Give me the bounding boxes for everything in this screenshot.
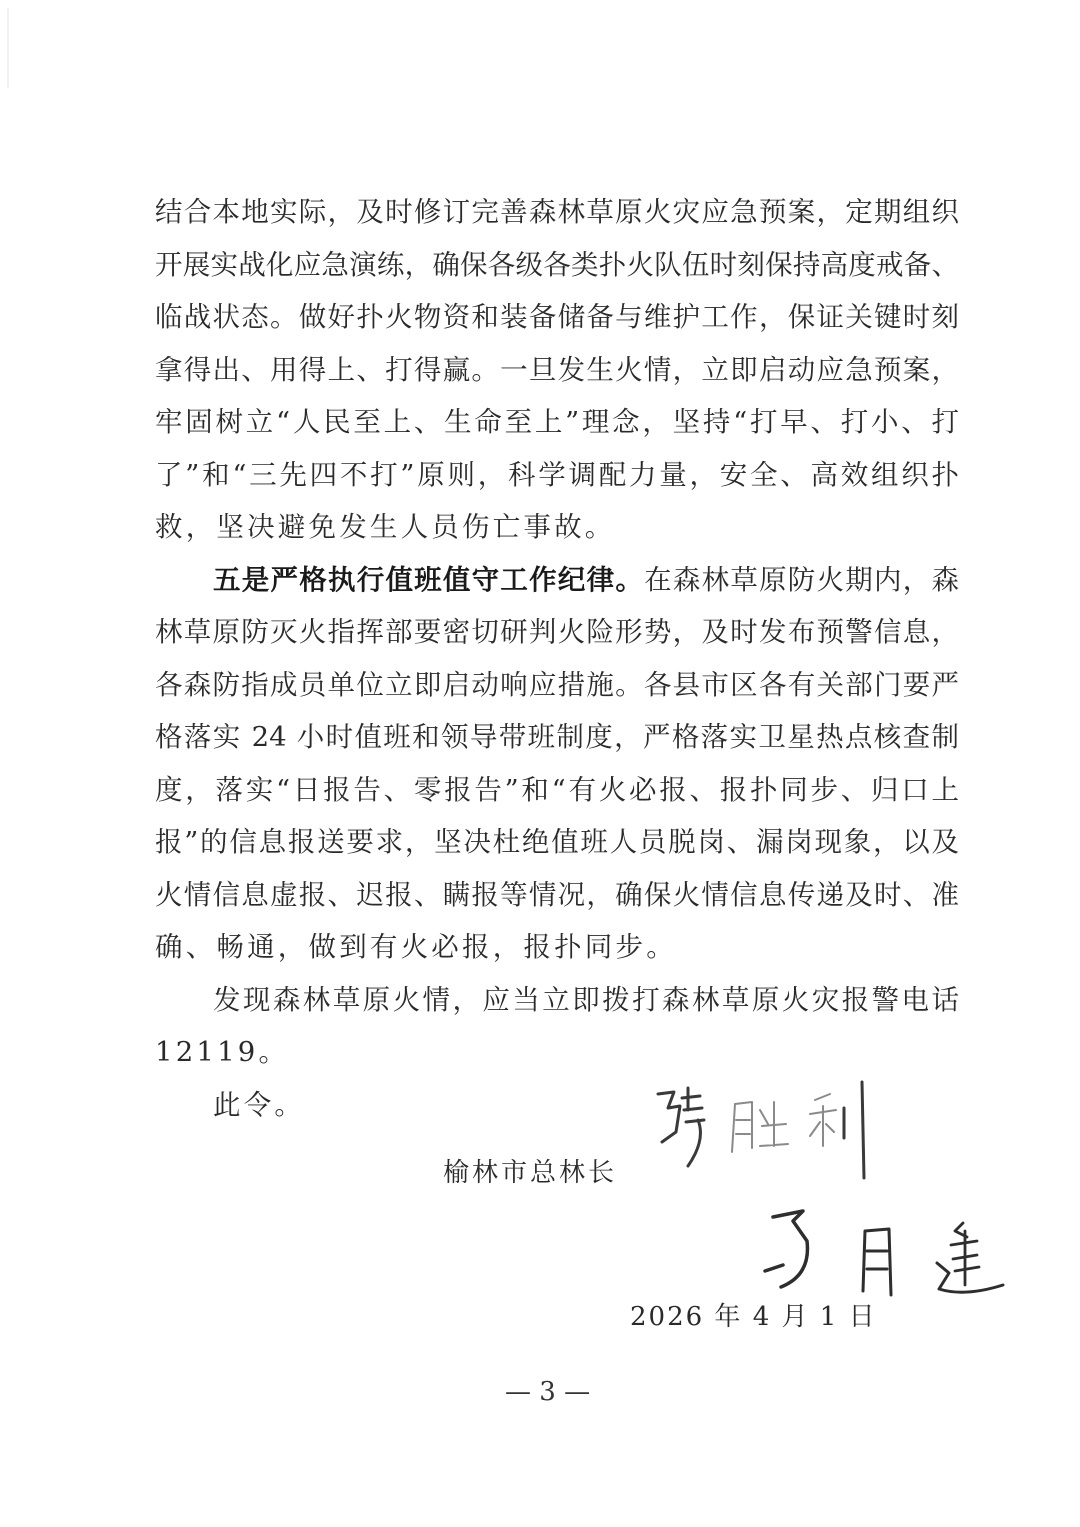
document-body	[155, 186, 959, 1131]
text-line: 12119。	[155, 1036, 290, 1068]
scan-edge-mark	[7, 8, 9, 88]
paragraph-5-first-line	[155, 554, 959, 607]
closing-line: 此令。	[213, 1088, 306, 1121]
text-line: 各森防指成员单位立即启动响应措施。各县市区各有关部门要严	[155, 668, 959, 701]
signer-title: 榆林市总林长	[443, 1158, 618, 1188]
paragraph-heading: 五是严格执行值班值守工作纪律。	[213, 563, 645, 596]
text-line: 牢固树立“人民至上、生命至上”理念，坚持“打早、打小、打	[155, 406, 959, 438]
text-line: 救，坚决避免发生人员伤亡事故。	[155, 511, 616, 543]
text-line: 发现森林草原火情，应当立即拨打森林草原火灾报警电话	[213, 983, 959, 1016]
text-line: 报”的信息报送要求，坚决杜绝值班人员脱岗、漏岗现象，以及	[155, 826, 959, 858]
text-line: 林草原防灭火指挥部要密切研判火险形势，及时发布预警信息，	[155, 616, 959, 648]
text-line: 结合本地实际，及时修订完善森林草原火灾应急预案，定期组织	[155, 196, 959, 228]
text-line: 度，落实“日报告、零报告”和“有火必报、报扑同步、归口上	[155, 773, 959, 806]
text-line: 火情信息虚报、迟报、瞒报等情况，确保火情信息传递及时、准	[155, 878, 959, 911]
text-line: 格落实 24 小时值班和领导带班制度，严格落实卫星热点核查制	[155, 721, 959, 753]
handwritten-signature-1	[640, 1080, 910, 1190]
text-line: 临战状态。做好扑火物资和装备储备与维护工作，保证关键时刻	[155, 301, 959, 333]
handwritten-signature-2	[715, 1205, 1005, 1315]
text-line: 拿得出、用得上、打得赢。一旦发生火情，立即启动应急预案，	[155, 353, 959, 386]
document-date: 2026 年 4 月 1 日	[630, 1302, 877, 1332]
page-number: — 3 —	[505, 1377, 591, 1407]
text-line: 开展实战化应急演练，确保各级各类扑火队伍时刻保持高度戒备、	[155, 248, 959, 281]
text-span: 在森林草原防火期内，森	[644, 563, 960, 596]
text-line: 确、畅通，做到有火必报，报扑同步。	[155, 931, 677, 963]
text-line: 了”和“三先四不打”原则，科学调配力量，安全、高效组织扑	[155, 458, 959, 491]
